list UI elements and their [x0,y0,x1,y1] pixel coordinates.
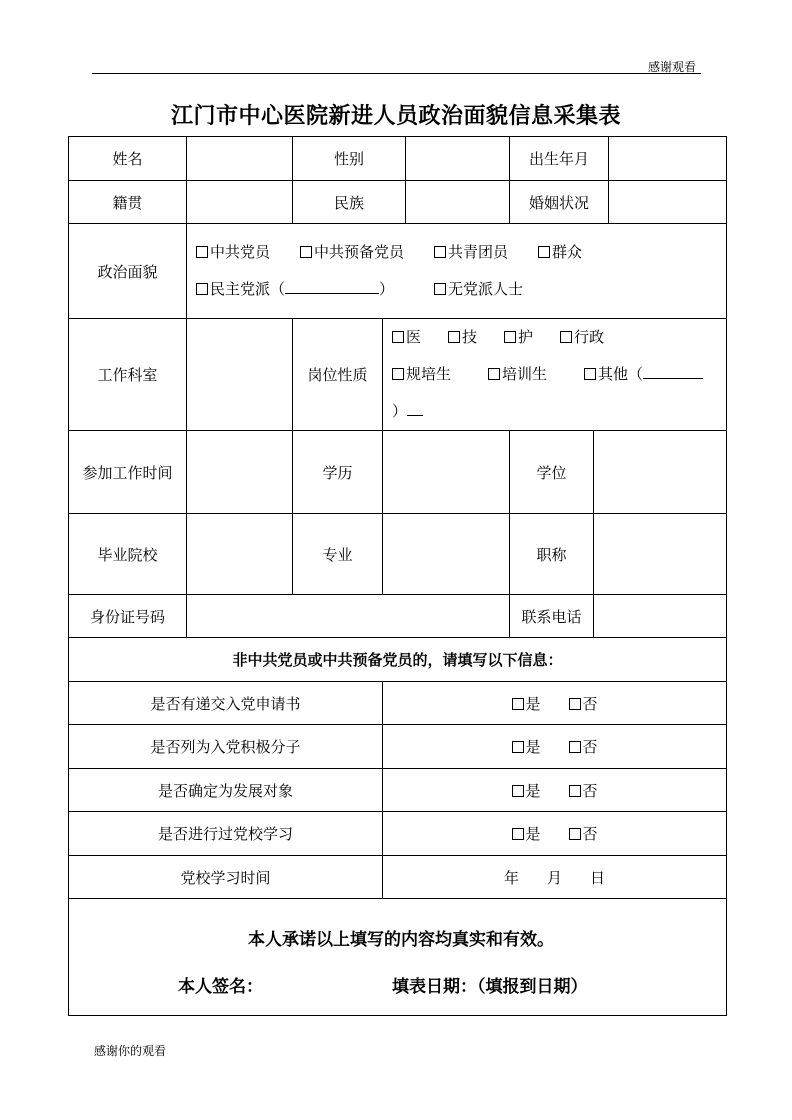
marital-label: 婚姻状况 [510,181,609,224]
option-ccp-probationary[interactable]: 中共预备党员 [300,234,434,271]
checkbox-icon[interactable] [569,828,581,840]
option-democratic-party[interactable]: 民主党派（ ） [196,271,434,308]
checkbox-icon[interactable] [569,741,581,753]
ethnicity-input[interactable] [406,181,510,224]
option-yes[interactable]: 是 [512,736,541,757]
fill-date-label: 填表日期：（填报到日期） [392,977,588,997]
checkbox-icon[interactable] [448,331,460,343]
option-masses[interactable]: 群众 [538,234,582,271]
education-input[interactable] [383,431,510,514]
footer-note: 感谢你的观看 [94,1044,167,1058]
option-yes[interactable]: 是 [512,693,541,714]
option-no[interactable]: 否 [569,823,598,844]
checkbox-icon[interactable] [512,828,524,840]
row-department [69,319,727,431]
post-options: 医 技 护 行政 规培生 培训生 其他（ ） [383,319,727,431]
question-label: 是否进行过党校学习 [69,812,383,856]
question-row [69,725,727,769]
checkbox-icon[interactable] [196,246,208,258]
option-no[interactable]: 否 [569,780,598,801]
education-label: 学历 [293,431,383,514]
checkbox-icon[interactable] [569,785,581,797]
info-form-table [68,136,727,1016]
checkbox-icon[interactable] [569,698,581,710]
question-label: 是否有递交入党申请书 [69,682,383,725]
question-label: 是否确定为发展对象 [69,769,383,812]
row-name [69,137,727,181]
work-start-label: 参加工作时间 [69,431,187,514]
option-resident[interactable]: 规培生 [392,356,488,393]
phone-label: 联系电话 [510,595,594,638]
major-input[interactable] [383,514,510,595]
name-label: 姓名 [69,137,187,181]
major-label: 专业 [293,514,383,595]
degree-input[interactable] [594,431,727,514]
checkbox-icon[interactable] [392,331,404,343]
id-number-label: 身份证号码 [69,595,187,638]
option-admin[interactable]: 行政 [560,319,604,356]
school-input[interactable] [187,514,293,595]
date-year: 年 [503,868,519,887]
other-blank-end[interactable] [407,415,423,416]
checkbox-icon[interactable] [434,283,446,295]
date-day: 日 [590,868,606,887]
row-political [69,224,727,319]
degree-label: 学位 [510,431,594,514]
yes-no-options [383,769,727,812]
option-no[interactable]: 否 [569,693,598,714]
checkbox-icon[interactable] [512,785,524,797]
checkbox-icon[interactable] [560,331,572,343]
political-label: 政治面貌 [69,224,187,319]
option-doctor[interactable]: 医 [392,319,448,356]
checkbox-icon[interactable] [512,741,524,753]
form-title: 江门市中心医院新进人员政治面貌信息采集表 [170,103,621,129]
row-work-start [69,431,727,514]
option-yes[interactable]: 是 [512,780,541,801]
work-start-input[interactable] [187,431,293,514]
checkbox-icon[interactable] [434,246,446,258]
option-no[interactable]: 否 [569,736,598,757]
checkbox-icon[interactable] [504,331,516,343]
option-ccp-member[interactable]: 中共党员 [196,234,300,271]
school-label: 毕业院校 [69,514,187,595]
title-rank-input[interactable] [594,514,727,595]
name-input[interactable] [187,137,293,181]
option-trainee[interactable]: 培训生 [488,356,584,393]
title-rank-label: 职称 [510,514,594,595]
school-time-date[interactable] [383,856,727,899]
question-label: 是否列为入党积极分子 [69,725,383,769]
gender-label: 性别 [293,137,406,181]
checkbox-icon[interactable] [196,283,208,295]
department-label: 工作科室 [69,319,187,431]
header-rule [92,73,701,74]
pledge-text: 本人承诺以上填写的内容均真实和有效。 [248,930,554,950]
democratic-party-blank[interactable] [285,293,379,294]
row-id [69,595,727,638]
option-nurse[interactable]: 护 [504,319,560,356]
option-other[interactable]: 其他（ [584,356,703,393]
question-row [69,769,727,812]
checkbox-icon[interactable] [392,368,404,380]
yes-no-options [383,812,727,856]
checkbox-icon[interactable] [538,246,550,258]
yes-no-options [383,725,727,769]
date-month: 月 [547,868,563,887]
header-note: 感谢观看 [648,60,697,74]
option-yes[interactable]: 是 [512,823,541,844]
native-place-label: 籍贯 [69,181,187,224]
gender-input[interactable] [406,137,510,181]
native-place-input[interactable] [187,181,293,224]
school-time-label: 党校学习时间 [69,856,383,899]
checkbox-icon[interactable] [300,246,312,258]
row-pledge [69,899,727,1016]
checkbox-icon[interactable] [512,698,524,710]
checkbox-icon[interactable] [584,368,596,380]
option-technician[interactable]: 技 [448,319,504,356]
signature-label: 本人签名： [178,977,263,997]
department-input[interactable] [187,319,293,431]
row-school-time [69,856,727,899]
id-number-input[interactable] [187,595,510,638]
checkbox-icon[interactable] [488,368,500,380]
yes-no-options [383,682,727,725]
row-native-place [69,181,727,224]
question-row [69,812,727,856]
row-school [69,514,727,595]
marital-input[interactable] [609,181,727,224]
option-cyl-member[interactable]: 共青团员 [434,234,538,271]
phone-input[interactable] [594,595,727,638]
pledge-cell [69,899,727,1016]
political-options [187,224,727,319]
other-blank[interactable] [643,378,703,379]
option-nonparty[interactable]: 无党派人士 [434,271,523,308]
post-nature-label: 岗位性质 [293,319,383,431]
non-member-heading: 非中共党员或中共预备党员的，请填写以下信息： [69,638,727,682]
question-row [69,682,727,725]
ethnicity-label: 民族 [293,181,406,224]
birth-label: 出生年月 [510,137,609,181]
row-section-heading [69,638,727,682]
birth-input[interactable] [609,137,727,181]
